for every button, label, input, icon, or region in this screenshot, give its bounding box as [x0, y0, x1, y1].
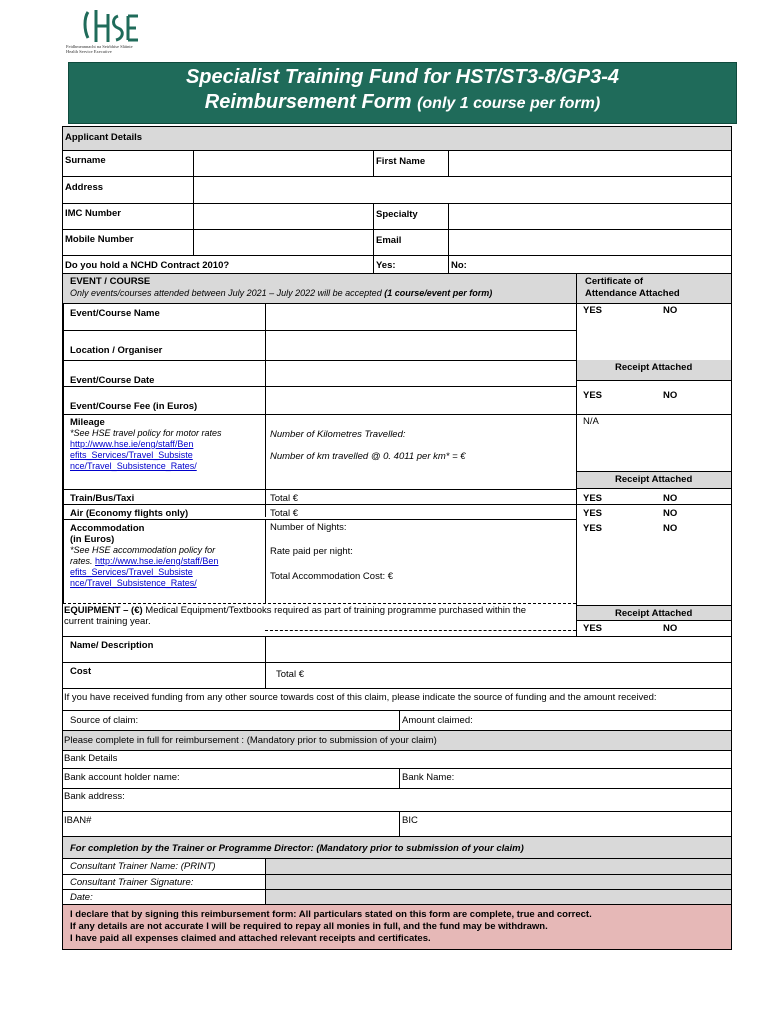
bic-label: BIC	[402, 815, 418, 826]
reimbursement-form	[62, 126, 732, 950]
equipment-cost-row	[63, 663, 731, 689]
train-total[interactable]: Total €	[270, 493, 298, 504]
title-banner	[68, 62, 737, 124]
train-yes[interactable]: YES	[583, 493, 603, 504]
receipt-yes[interactable]: YES	[583, 390, 603, 401]
trainer-name-row	[63, 859, 731, 875]
mobile-row	[63, 230, 731, 256]
equipment-label-line2: current training year.	[64, 616, 151, 627]
event-date-label: Event/Course Date	[70, 375, 155, 386]
declaration-line: I have paid all expenses claimed and attached relevant receipts and certificates.	[70, 933, 431, 944]
address-field[interactable]	[193, 177, 731, 203]
nchd-row	[63, 256, 731, 274]
event-date-field[interactable]	[266, 360, 576, 386]
mileage-note: *See HSE travel policy for motor rates	[70, 428, 222, 438]
first-name-label: First Name	[376, 156, 426, 167]
amount-claimed-label: Amount claimed:	[402, 715, 473, 726]
address-label: Address	[65, 182, 104, 193]
iban-row	[63, 812, 731, 837]
bank-name-field[interactable]	[399, 769, 731, 788]
form-title: Specialist Training Fund for HST/ST3-8/GP3-4 Reimbursement Form (only 1 course per form)	[185, 66, 620, 113]
equipment-label: EQUIPMENT – (€) Medical Equipment/Textbooks required as part of training programme purchased within the	[64, 605, 527, 616]
trainer-heading: For completion by the Trainer or Programme Director: (Mandatory prior to submission of your claim)	[70, 843, 524, 854]
surname-label: Surname	[65, 155, 106, 166]
funding-row	[63, 711, 731, 731]
accommodation-policy-link[interactable]: nce/Travel_Subsistence_Rates/	[70, 578, 197, 588]
first-name-field[interactable]	[448, 151, 731, 176]
accommodation-policy-link[interactable]: http://www.hse.ie/eng/staff/Ben	[95, 556, 219, 566]
equipment-yes[interactable]: YES	[583, 623, 603, 634]
equipment-name-row	[63, 637, 731, 663]
event-section	[63, 274, 731, 603]
cert-no[interactable]: NO	[663, 305, 678, 316]
bank-address-row	[63, 789, 731, 812]
air-yes[interactable]: YES	[583, 508, 603, 519]
trainer-date-row	[63, 890, 731, 905]
bank-address-field[interactable]: Bank address:	[64, 791, 125, 802]
funding-question: If you have received funding from any other source towards cost of this claim, please indicate the source of funding and the amount received:	[64, 692, 657, 703]
bank-mandatory-row	[63, 731, 731, 751]
fee-label: Event/Course Fee (in Euros)	[70, 401, 198, 412]
equipment-cost-label: Cost	[70, 666, 92, 677]
address-row	[63, 177, 731, 204]
email-label: Email	[376, 235, 402, 246]
specialty-label: Specialty	[376, 209, 418, 220]
event-name-label: Event/Course Name	[70, 308, 160, 319]
equipment-total-label: Total €	[276, 669, 304, 680]
bic-field[interactable]	[399, 812, 731, 836]
funding-question-row	[63, 689, 731, 711]
specialty-label-cell	[373, 204, 448, 229]
certificate-header	[576, 274, 731, 304]
imc-field[interactable]	[193, 204, 373, 229]
iban-field[interactable]: IBAN#	[64, 815, 92, 826]
bank-details-heading: Bank Details	[64, 753, 118, 764]
air-no[interactable]: NO	[663, 508, 678, 519]
event-header	[63, 274, 576, 304]
email-field[interactable]	[448, 230, 731, 255]
equipment-cost-field[interactable]	[265, 663, 731, 688]
event-name-field[interactable]	[266, 304, 576, 330]
applicant-details-heading: Applicant Details	[65, 132, 143, 143]
bank-mandatory-note: Please complete in full for reimbursement : (Mandatory prior to submission of your claim)	[64, 735, 437, 746]
amount-claimed-field[interactable]	[399, 711, 731, 730]
mileage-label: Mileage	[70, 417, 105, 428]
logo-subtitle: Feidhmeannacht na Seirbhíse Sláinte Health Service Executive	[66, 44, 133, 54]
equipment-name-label: Name/ Description	[70, 640, 154, 651]
imc-label: IMC Number	[65, 208, 121, 219]
accommodation-note: rates.	[70, 556, 93, 566]
km-rate-label: Number of km travelled @ 0. 4011 per km* = €	[270, 451, 466, 462]
train-no[interactable]: NO	[663, 493, 678, 504]
event-note: Only events/courses attended between July 2021 – July 2022 will be accepted (1 course/event per form)	[70, 288, 493, 298]
train-label: Train/Bus/Taxi	[70, 493, 135, 504]
accommodation-yes[interactable]: YES	[583, 523, 603, 534]
trainer-signature-field[interactable]	[265, 875, 731, 889]
hse-logo	[62, 8, 152, 64]
declaration-line: If any details are not accurate I will be required to repay all monies in full, and the fund may be withdrawn.	[70, 921, 548, 932]
nchd-no-cell[interactable]	[448, 256, 731, 273]
equipment-name-field[interactable]	[265, 637, 731, 662]
cert-heading-1: Certificate of	[585, 276, 644, 287]
location-label: Location / Organiser	[70, 345, 163, 356]
trainer-date-field[interactable]	[265, 890, 731, 904]
cert-yes[interactable]: YES	[583, 305, 603, 316]
source-of-claim-field[interactable]: Source of claim:	[70, 715, 139, 726]
nchd-yes-label: Yes:	[376, 260, 396, 271]
nchd-yes-cell[interactable]	[373, 256, 448, 273]
mobile-field[interactable]	[193, 230, 373, 255]
receipt-attached-label: Receipt Attached	[615, 362, 693, 373]
equipment-no[interactable]: NO	[663, 623, 678, 634]
nchd-no-label: No:	[451, 260, 467, 271]
accommodation-note: *See HSE accommodation policy for	[70, 545, 216, 555]
receipt-header-2	[577, 471, 731, 489]
receipt-attached-label: Receipt Attached	[615, 474, 693, 485]
equipment-row	[63, 603, 731, 637]
receipt-header-1	[577, 360, 731, 381]
nights-label[interactable]: Number of Nights:	[270, 522, 347, 533]
air-label: Air (Economy flights only)	[70, 508, 189, 519]
mileage-na: N/A	[583, 416, 599, 427]
trainer-name-field[interactable]	[265, 859, 731, 874]
trainer-signature-label: Consultant Trainer Signature:	[70, 877, 194, 888]
accommodation-policy-link[interactable]: efits_Services/Travel_Subsiste	[70, 567, 193, 577]
bank-details-row	[63, 751, 731, 769]
bank-holder-field[interactable]: Bank account holder name:	[64, 772, 180, 783]
trainer-header-row	[63, 837, 731, 859]
specialty-field[interactable]	[448, 204, 731, 229]
surname-field[interactable]	[193, 151, 373, 176]
mileage-policy-link[interactable]: efits_Services/Travel_Subsiste	[70, 450, 193, 460]
applicant-header-row	[63, 127, 731, 151]
email-label-cell	[373, 230, 448, 255]
imc-row	[63, 204, 731, 230]
event-heading: EVENT / COURSE	[70, 276, 151, 287]
cert-heading-2: Attendance Attached	[585, 288, 680, 299]
location-field[interactable]	[266, 330, 576, 360]
km-travelled-label: Number of Kilometres Travelled:	[270, 429, 406, 440]
receipt-header-3	[577, 605, 731, 621]
mileage-policy-link[interactable]: nce/Travel_Subsistence_Rates/	[70, 461, 197, 471]
trainer-signature-row	[63, 875, 731, 890]
trainer-date-label: Date:	[70, 892, 93, 903]
accommodation-sublabel: (in Euros)	[70, 534, 115, 545]
total-accommodation-label[interactable]: Total Accommodation Cost: €	[270, 571, 394, 582]
bank-holder-row	[63, 769, 731, 789]
bank-name-label: Bank Name:	[402, 772, 455, 783]
accommodation-no[interactable]: NO	[663, 523, 678, 534]
receipt-no[interactable]: NO	[663, 390, 678, 401]
receipt-attached-label: Receipt Attached	[615, 608, 693, 619]
declaration-line: I declare that by signing this reimbursement form: All particulars stated on this form are complete, true and correct.	[70, 909, 592, 920]
nchd-question: Do you hold a NCHD Contract 2010?	[65, 260, 230, 271]
mobile-label: Mobile Number	[65, 234, 134, 245]
trainer-name-label: Consultant Trainer Name: (PRINT)	[70, 861, 216, 872]
fee-field[interactable]	[266, 386, 576, 414]
declaration-box	[63, 905, 731, 949]
surname-row	[63, 151, 731, 177]
mileage-policy-link[interactable]: http://www.hse.ie/eng/staff/Ben	[70, 439, 194, 449]
rate-per-night-label[interactable]: Rate paid per night:	[270, 546, 353, 557]
air-total[interactable]: Total €	[270, 508, 298, 519]
first-name-label-cell	[373, 151, 448, 176]
accommodation-label: Accommodation	[70, 523, 145, 534]
